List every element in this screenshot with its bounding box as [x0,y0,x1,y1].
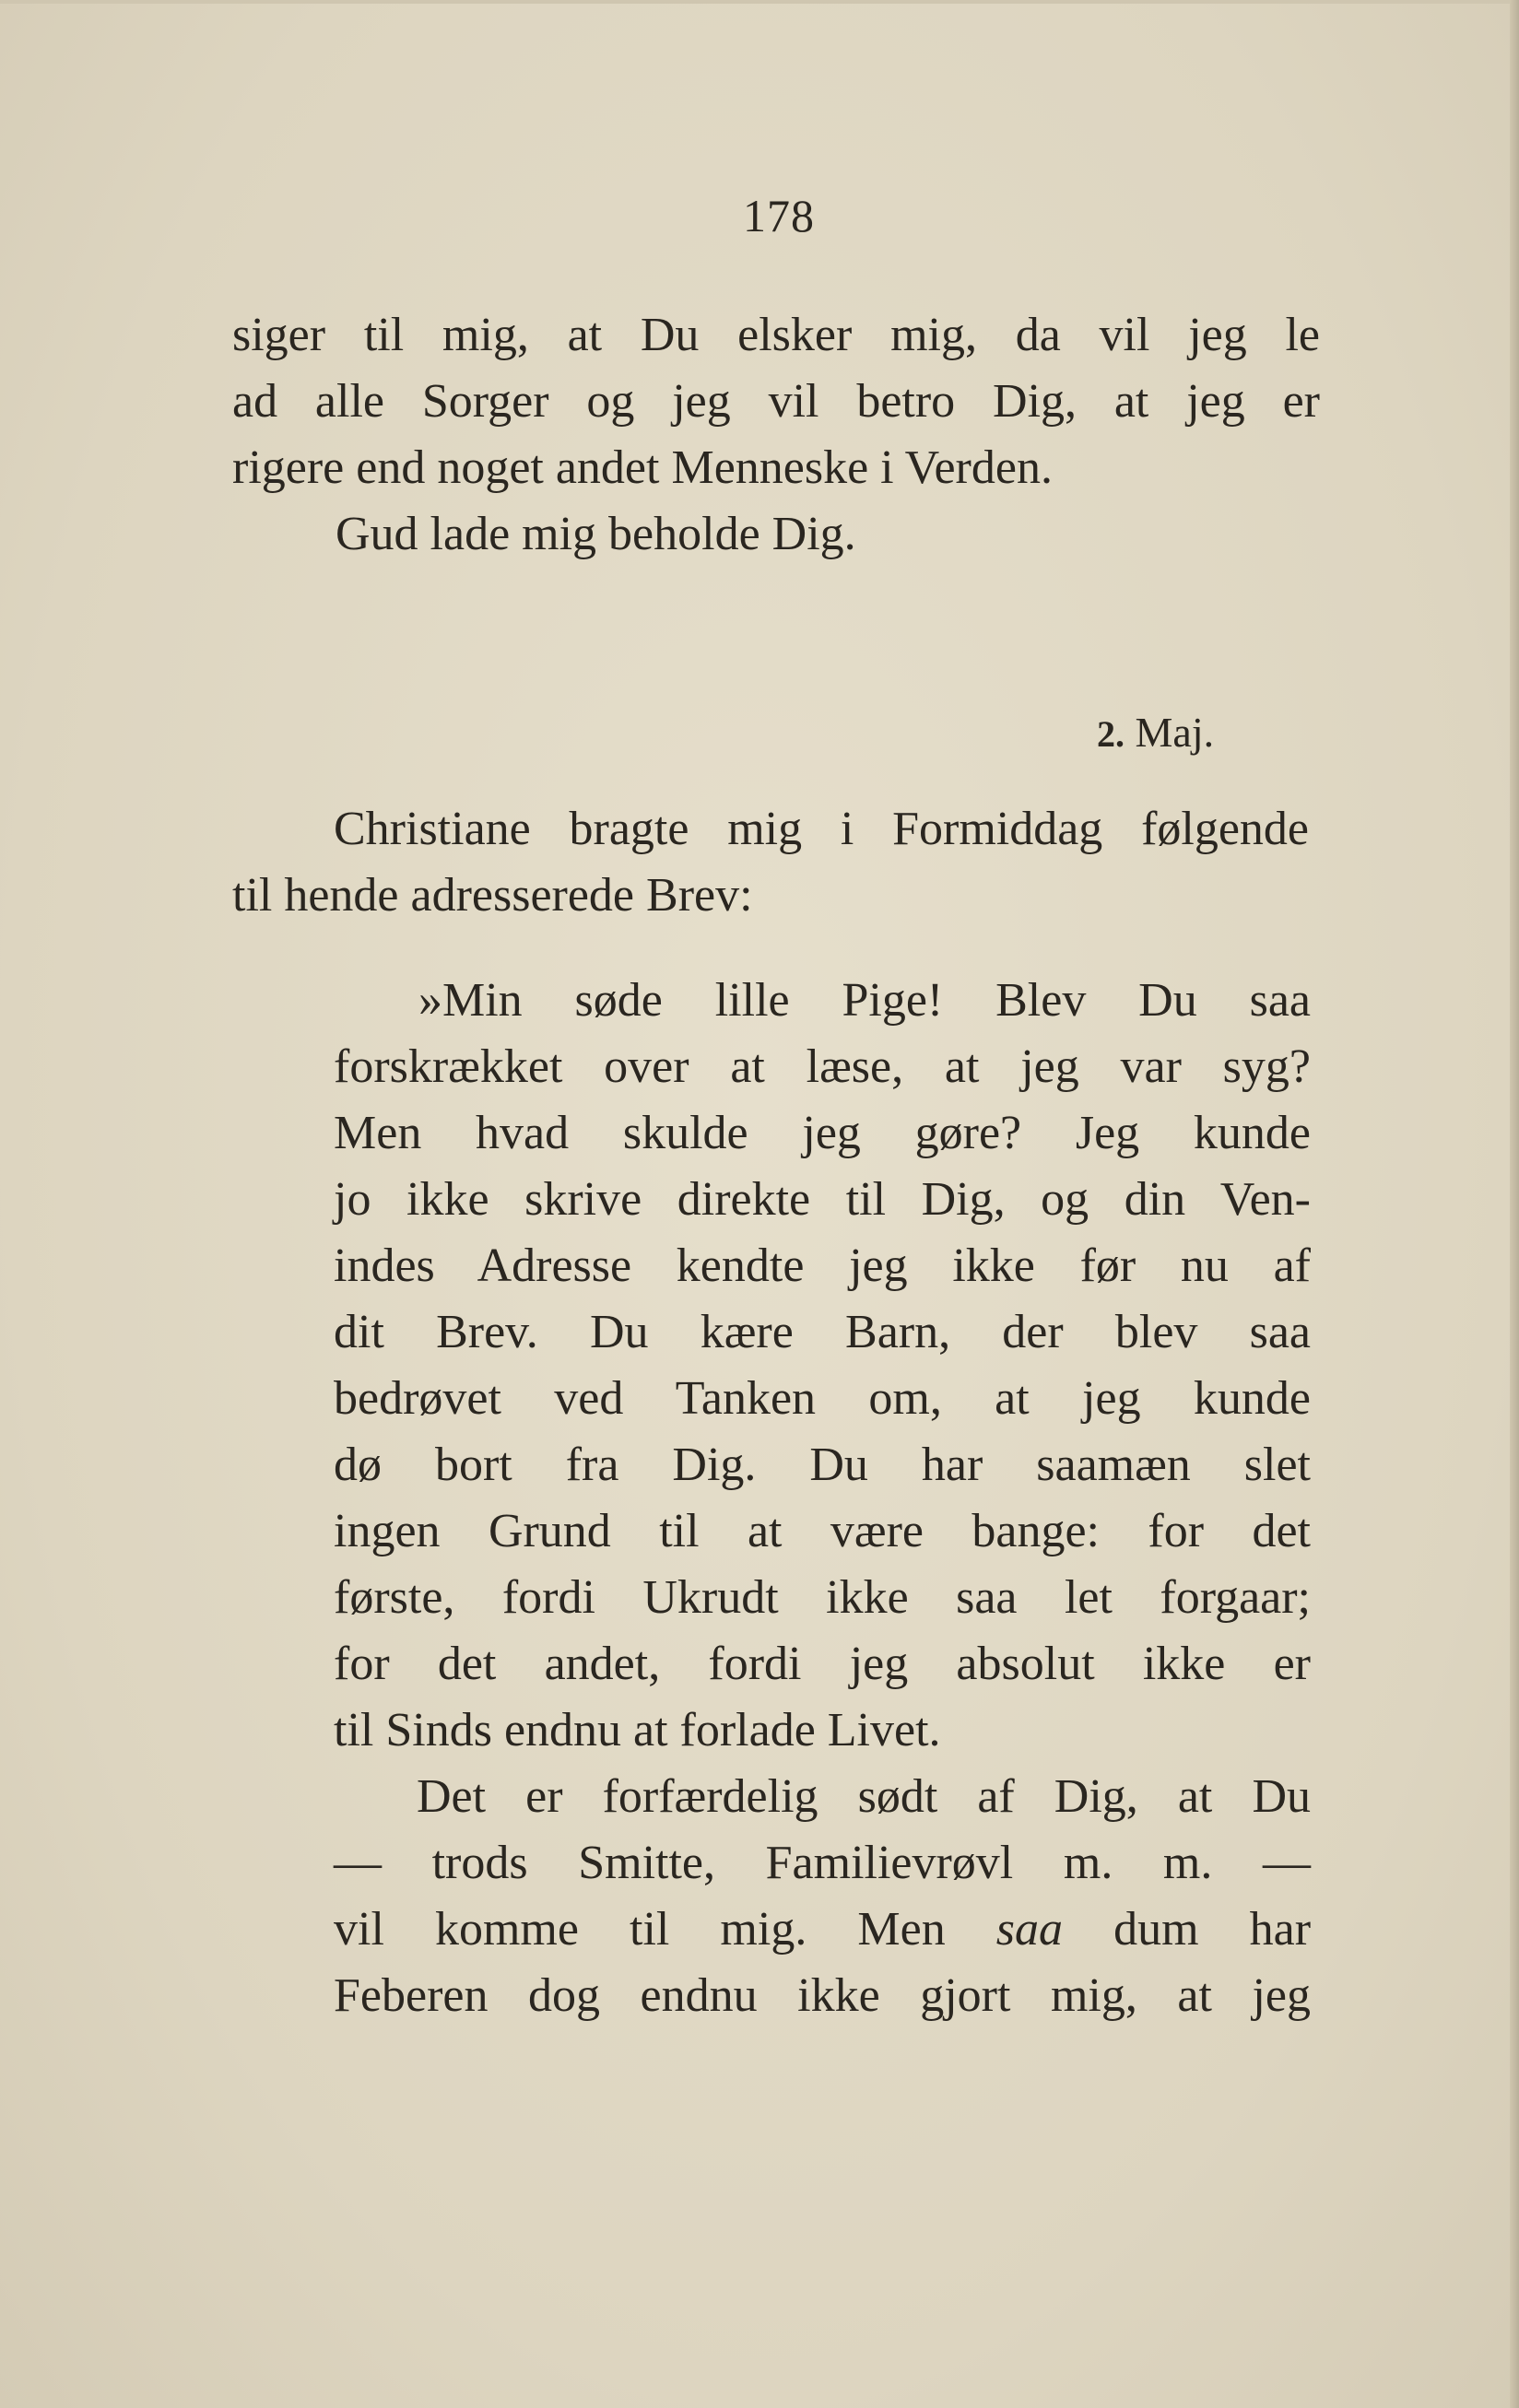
text-line: til hende adresserede Brev: [232,869,753,922]
text-line: ad alle Sorger og jeg vil betro Dig, at jeg er [232,375,1320,428]
entry-date [1097,705,1214,762]
text-line: rigere end noget andet Menneske i Verden. [232,441,1053,494]
emphasis-text: saa [995,1903,1064,1956]
letter-line: indes Adresse kendte jeg ikke før nu af [334,1239,1311,1292]
letter-line: forskrækket over at læse, at jeg var syg? [334,1040,1311,1093]
page-top-edge [0,0,1519,4]
letter-line: til Sinds endnu at forlade Livet. [334,1704,941,1756]
entry-date-month: Maj. [1135,709,1215,756]
letter-line: første, fordi Ukrudt ikke saa let forgaar; [334,1571,1311,1624]
entry-date-day: 2. [1097,713,1125,755]
page-number: 178 [743,190,815,241]
text-line: Gud lade mig beholde Dig. [336,508,856,560]
letter-text: dum har [1063,1903,1312,1956]
letter-line: bedrøvet ved Tanken om, at jeg kunde [334,1372,1311,1425]
letter-line [334,1902,1311,1957]
letter-line: ingen Grund til at være bange: for det [334,1505,1311,1557]
letter-line: Det er forfærdelig sødt af Dig, at Du [417,1770,1311,1823]
letter-line: »Min søde lille Pige! Blev Du saa [418,974,1311,1027]
letter-line: dø bort fra Dig. Du har saamæn slet [334,1439,1311,1491]
letter-line: dit Brev. Du kære Barn, der blev saa [334,1306,1311,1358]
letter-line: for det andet, fordi jeg absolut ikke er [334,1638,1311,1690]
letter-line: jo ikke skrive direkte til Dig, og din Ven- [334,1173,1311,1226]
text-line: Christiane bragte mig i Formiddag følgende [334,803,1309,855]
page-right-edge [1510,0,1519,2408]
letter-text: vil komme til mig. Men [334,1903,996,1956]
letter-line: — trods Smitte, Familievrøvl m. m. — [334,1837,1311,1889]
text-line: siger til mig, at Du elsker mig, da vil jeg le [232,309,1320,361]
letter-line: Feberen dog endnu ikke gjort mig, at jeg [334,1969,1311,2022]
letter-line: Men hvad skulde jeg gøre? Jeg kunde [334,1107,1311,1159]
